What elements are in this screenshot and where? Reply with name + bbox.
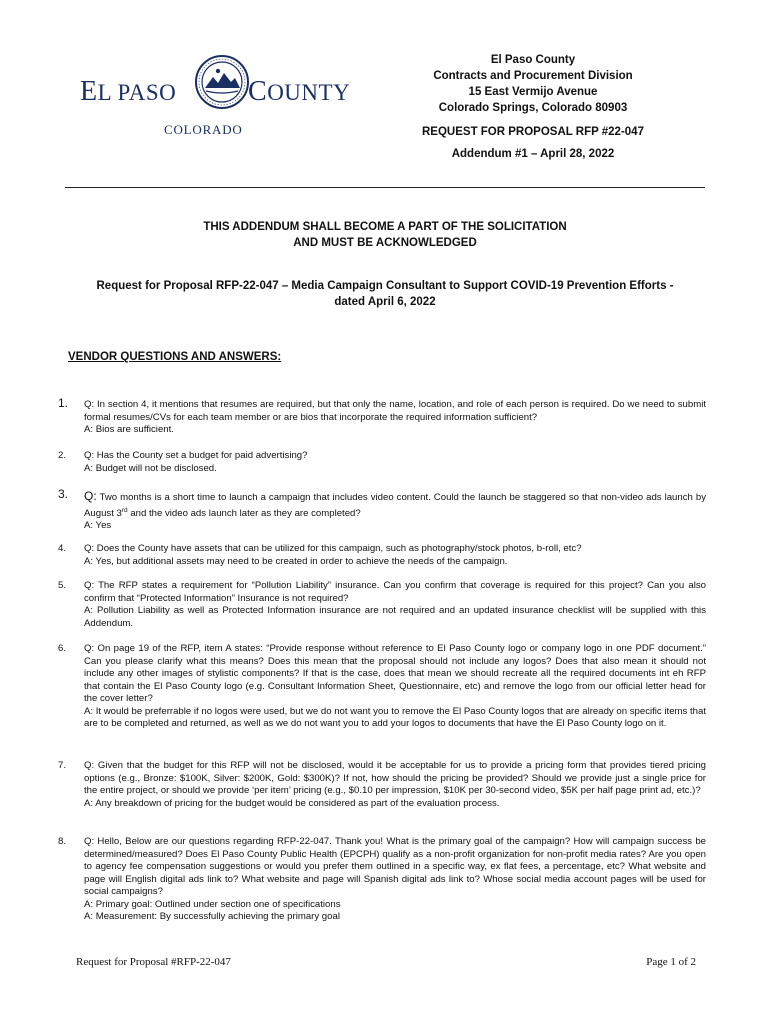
header-street: 15 East Vermijo Avenue <box>468 86 598 98</box>
county-seal-icon <box>194 54 250 110</box>
qa-item <box>58 643 706 731</box>
qa-item <box>58 487 706 533</box>
addendum-notice <box>80 219 690 251</box>
notice-line-1: THIS ADDENDUM SHALL BECOME A PART OF THE SOLICITATION <box>203 221 567 233</box>
qa-number: 1. <box>58 396 69 410</box>
logo-state-colorado: COLORADO <box>164 122 243 137</box>
qa-answer: A: Budget will not be disclosed. <box>84 462 217 474</box>
qa-question: Q: Two months is a short time to launch a campaign that includes video content. Could the launch be staggered so that non-video ads launch by August 3rd and the video ads launch later as they are completed? <box>84 489 706 519</box>
header-org: El Paso County <box>490 54 576 66</box>
qa-item <box>58 836 706 924</box>
qa-question: Q: Given that the budget for this RFP will not be disclosed, would it be acceptable for us to provide a pricing form that provides tiered pricing options (e.g., Bronze: $100K, Silver: $200K, Gold: $300K)? If not, how should the pricing be provided? Should we provide just a single price for the entire project, or should we provide ‘per item’ pricing (e.g., $0.10 per impression, $10K per 30-second video, $5K per half page print ad, etc.)? <box>84 760 706 796</box>
qa-number: 4. <box>58 543 67 554</box>
qa-question: Q: The RFP states a requirement for “Pollution Liability” insurance. Can you confirm that coverage is required for this project? Can you also confirm that “Protected Information” Insurance is not required? <box>84 580 706 604</box>
qa-item <box>58 580 706 630</box>
header-address-block <box>388 52 678 162</box>
header-city: Colorado Springs, Colorado 80903 <box>438 102 628 114</box>
qa-number: 8. <box>58 836 67 847</box>
qa-answer: A: Pollution Liability as well as Protected Information insurance are not required and an updated insurance checklist will be supplied with this Addendum. <box>84 605 706 629</box>
qa-answer: A: Bios are sufficient. <box>84 424 174 435</box>
qa-question: Q: In section 4, it mentions that resumes are required, but that only the name, location, and role of each person is required. Do we need to submit formal resumes/CVs for each team member or are bios that incorporate the required information sufficient? <box>84 399 706 423</box>
qa-answer: A: Any breakdown of pricing for the budget would be considered as part of the evaluation process. <box>84 797 500 809</box>
rfp-title <box>60 278 710 310</box>
footer-page-number: Page 1 of 2 <box>646 956 696 968</box>
rfp-title-line-1: Request for Proposal RFP-22-047 – Media Campaign Consultant to Support COVID-19 Prevention Efforts - <box>96 280 674 292</box>
qa-question: Q: Does the County have assets that can be utilized for this campaign, such as photography/stock photos, b-roll, etc? <box>84 543 582 554</box>
logo-word-el-paso: EL PASO <box>80 76 177 107</box>
header-rfp-number: REQUEST FOR PROPOSAL RFP #22-047 <box>422 126 644 138</box>
qa-item <box>58 450 706 475</box>
qa-question: Q: Hello, Below are our questions regarding RFP-22-047. Thank you! What is the primary goal of the campaign? How will campaign success be determined/measured? Does El Paso County Public Health (EPCPH) qualify as a non-profit organization for non-profit media rates? Are you open to agency fee compensation suggestions or would you prefer them outlined in a specific way, ex flat fees, a percentage, etc? What website and page will English digital ads link to? What website and page will Spanish digital ads link to? Whose social media account pages will be used for social campaigns? <box>84 836 706 897</box>
qa-answer: A: It would be preferrable if no logos were used, but we do not want you to remove the El Paso County logos that are already on specific items that are to be completed and returned, as well as we do not want you to add your logos to documents that have the El Paso County logo on it. <box>84 705 706 729</box>
qa-number: 6. <box>58 643 67 654</box>
el-paso-county-logo <box>80 52 351 142</box>
qa-number: 3. <box>58 487 69 501</box>
qa-number: 5. <box>58 580 67 591</box>
qa-number: 7. <box>58 760 67 771</box>
header-addendum: Addendum #1 – April 28, 2022 <box>451 148 615 160</box>
section-heading: VENDOR QUESTIONS AND ANSWERS: <box>68 351 282 363</box>
qa-item <box>58 543 706 568</box>
rfp-title-line-2: dated April 6, 2022 <box>334 296 436 308</box>
logo-word-county: COUNTY <box>248 76 351 107</box>
qa-number: 2. <box>58 450 67 461</box>
qa-answer: A: Measurement: By successfully achieving the primary goal <box>84 911 340 922</box>
qa-answer: A: Yes, but additional assets may need to be created in order to achieve the needs of the campaign. <box>84 555 508 567</box>
qa-answer: A: Yes <box>84 520 112 532</box>
qa-item <box>58 760 706 810</box>
header-division: Contracts and Procurement Division <box>433 70 633 82</box>
footer-document-id: Request for Proposal #RFP-22-047 <box>76 956 231 968</box>
header-divider <box>65 187 705 188</box>
qa-question: Q: Has the County set a budget for paid advertising? <box>84 450 308 461</box>
notice-line-2: AND MUST BE ACKNOWLEDGED <box>293 237 477 249</box>
qa-answer: A: Primary goal: Outlined under section one of specifications <box>84 898 341 910</box>
qa-item <box>58 396 706 437</box>
qa-question: Q: On page 19 of the RFP, item A states: “Provide response without reference to El Paso County logo or company logo in one PDF document.” Can you please clarify what this means? Does this mean that the proposal should not include any logos? Does that also mean it should not include any other images of stylistic components? If that is the case, does that mean we should recreate all the required documents int eh RFP that contain the El Paso County logo (e.g. Consultant Information Sheet, Questionnaire, etc) and remove the logo from our official letter head for the cover letter? <box>84 643 706 704</box>
